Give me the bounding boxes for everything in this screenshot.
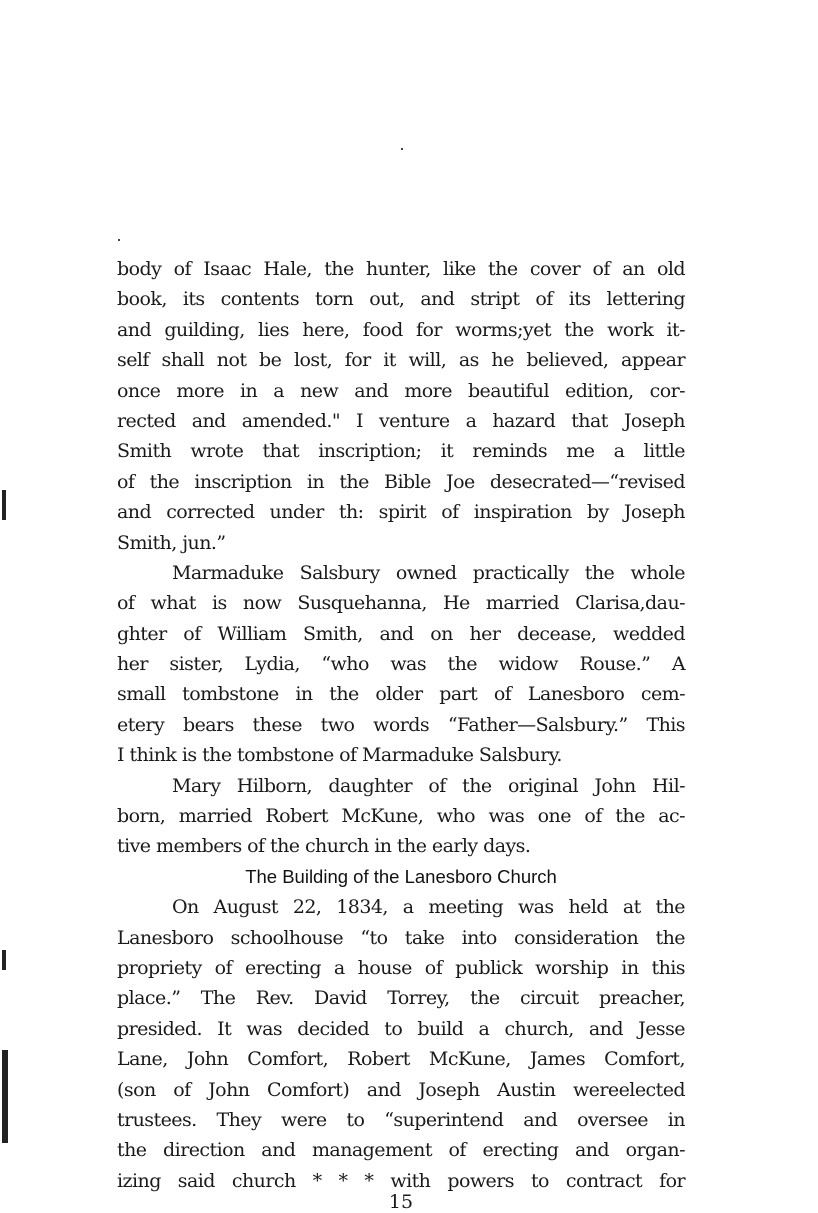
text-line: the direction and management of erecting and organ- (117, 1139, 685, 1162)
text-line: trustees. They were to “superintend and oversee in (117, 1108, 685, 1131)
text-line: place.” The Rev. David Torrey, the circuit preacher, (117, 987, 685, 1010)
text-line: I think is the tombstone of Marmaduke Salsbury. (117, 744, 562, 767)
paragraph-hale-inscription (117, 254, 685, 558)
scan-speck (401, 148, 403, 150)
text-line: presided. It was decided to build a church, and Jesse (117, 1017, 685, 1040)
body-text (117, 254, 685, 1212)
text-line: tive members of the church in the early days. (117, 835, 531, 858)
paragraph-hilborn (117, 771, 685, 862)
text-line: Lane, John Comfort, Robert McKune, James Comfort, (117, 1048, 685, 1071)
text-line: book, its contents torn out, and stript of its lettering (117, 288, 685, 311)
text-line: small tombstone in the older part of Lanesboro cem- (117, 683, 685, 706)
text-line: born, married Robert McKune, who was one of the ac- (117, 805, 685, 828)
text-line: Smith, jun.” (117, 531, 226, 554)
text-line: ghter of William Smith, and on her decease, wedded (117, 622, 685, 645)
text-line: On August 22, 1834, a meeting was held at the (172, 896, 685, 919)
text-line: once more in a new and more beautiful edition, cor- (117, 379, 685, 402)
text-line: and corrected under th: spirit of inspiration by Joseph (117, 501, 685, 524)
section-heading: The Building of the Lanesboro Church (245, 865, 557, 887)
page-number: 15 (388, 1191, 414, 1213)
paragraph-salsbury (117, 558, 685, 771)
text-line: (son of John Comfort) and Joseph Austin wereelected (117, 1078, 685, 1101)
scan-edge-mark (2, 1050, 8, 1143)
paragraph-church-meeting (117, 892, 685, 1196)
scan-speck (118, 239, 120, 241)
text-line: Marmaduke Salsbury owned practically the whole (172, 561, 685, 584)
text-line: Smith wrote that inscription; it reminds me a little (117, 440, 685, 463)
text-line: rected and amended." I venture a hazard that Joseph (117, 409, 685, 432)
text-line: etery bears these two words “Father—Salsbury.” This (117, 713, 685, 736)
text-line: and guilding, lies here, food for worms;yet the work it- (117, 318, 685, 341)
text-line: Mary Hilborn, daughter of the original John Hil- (172, 774, 685, 797)
text-line: of what is now Susquehanna, He married Clarisa,dau- (117, 592, 685, 615)
text-line: Lanesboro schoolhouse “to take into consideration the (117, 926, 685, 949)
text-line: izing said church * * * with powers to contract for (117, 1169, 685, 1192)
text-line: self shall not be lost, for it will, as he believed, appear (117, 349, 685, 372)
scan-edge-mark (2, 950, 6, 970)
text-line: propriety of erecting a house of publick worship in this (117, 956, 685, 979)
scan-edge-mark (2, 490, 6, 520)
text-line: her sister, Lydia, “who was the widow Rouse.” A (117, 653, 685, 676)
text-line: of the inscription in the Bible Joe desecrated—“revised (117, 470, 685, 493)
text-line: body of Isaac Hale, the hunter, like the cover of an old (117, 258, 685, 280)
